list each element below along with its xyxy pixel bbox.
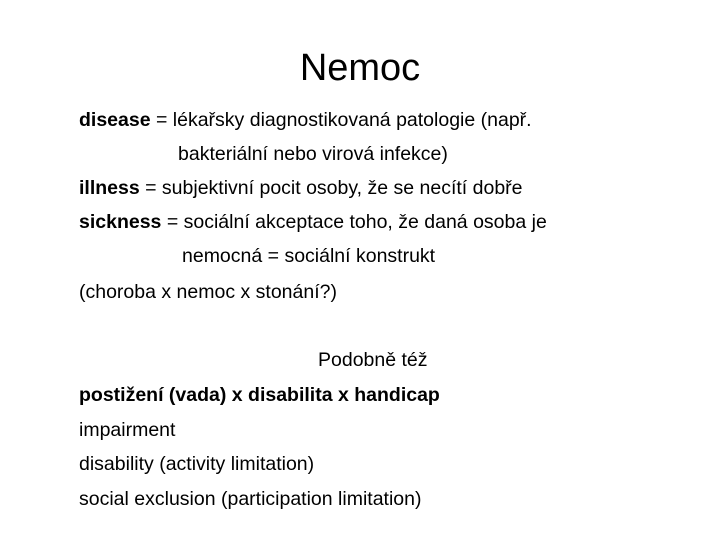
sickness-continuation: nemocná = sociální konstrukt (182, 245, 436, 267)
impairment-line: impairment (79, 419, 176, 441)
sickness-term: sickness (79, 211, 162, 233)
disease-term: disease (79, 109, 151, 131)
subheading: Podobně též (318, 349, 428, 371)
sickness-definition: = sociální akceptace toho, že daná osoba je (161, 211, 547, 233)
disease-continuation: bakteriální nebo virová infekce) (178, 143, 448, 165)
triad-line: (choroba x nemoc x stonání?) (79, 281, 337, 303)
disability-triad-line: postižení (vada) x disabilita x handicap (79, 384, 440, 406)
disease-line (79, 108, 532, 132)
illness-term: illness (79, 177, 140, 199)
disability-line: disability (activity limitation) (79, 453, 315, 475)
illness-definition: = subjektivní pocit osoby, že se necítí dobře (139, 177, 523, 199)
disease-definition: = lékařsky diagnostikovaná patologie (např. (150, 109, 532, 131)
slide-title: Nemoc (299, 47, 421, 89)
social-exclusion-line: social exclusion (participation limitation) (79, 488, 422, 510)
sickness-line (79, 210, 547, 234)
illness-line (79, 176, 523, 200)
